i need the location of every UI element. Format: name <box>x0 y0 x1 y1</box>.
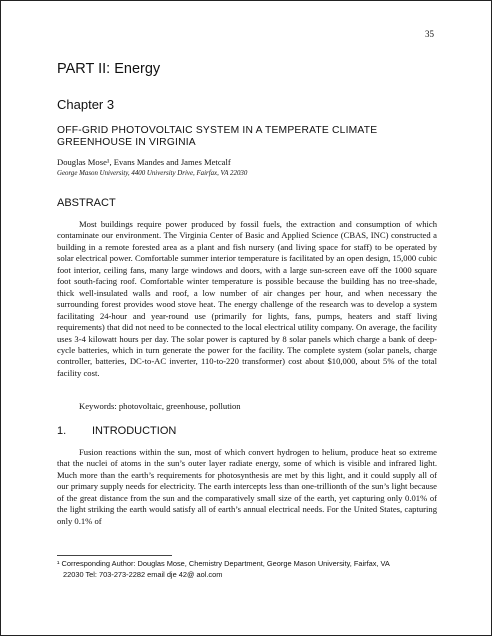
page-number: 35 <box>425 29 434 39</box>
introduction-heading <box>57 425 176 437</box>
keywords: Keywords: photovoltaic, greenhouse, pollution <box>79 401 241 411</box>
part-title: PART II: Energy <box>57 61 161 77</box>
paper-title: OFF-GRID PHOTOVOLTAIC SYSTEM IN A TEMPERATE CLIMATE GREENHOUSE IN VIRGINIA <box>57 125 378 148</box>
footnote-divider <box>57 555 172 556</box>
introduction-body: Fusion reactions within the sun, most of which convert hydrogen to helium, produce heat so extreme that the nuclei of atoms in the sun’s outer layer radiate energy, some of which is visible and infrared light. Much more than the earth’s requirements for photosynthesis are met by this light, and it could supply all of our primary supply needs for electricity. The earth intercepts less than one-trillionth of the sun’s light because of the great distance from the sun and the comparatively small size of the earth, yet capturing only 0.01% of the light striking the earth would satisfy all of earth’s annual electrical needs. For the United States, capturing only 0.1% of <box>57 447 437 526</box>
chapter-title: Chapter 3 <box>57 97 115 112</box>
footnote-line-1: ¹ Corresponding Author: Douglas Mose, Chemistry Department, George Mason University, Fairfax, VA <box>57 559 390 568</box>
author-list: Douglas Mose¹, Evans Mandes and James Metcalf <box>57 157 231 167</box>
section-title: INTRODUCTION <box>92 425 177 437</box>
abstract-heading: ABSTRACT <box>57 197 116 209</box>
footnote-line-2: 22030 Tel: 703-273-2282 email dje 42@ aol.com <box>63 569 223 579</box>
abstract-body: Most buildings require power produced by fossil fuels, the extraction and consumption of which contaminate our environment. The Virginia Center of Basic and Applied Science (CBAS, INC) constructed a building in a remote forested area as a plant and fish nursery (and living space for staff) to be operated by solar electrical power. Comfortable summer interior temperature is facilitated by an open design, 15,000 cubic foot interior, ceiling fans, many large windows and doors, with a large sun-screen eave off the 1000 square foot south-facing roof. Comfortable winter temperature is possible because the building has no tree-shade, thick well-insulated walls and roof, a low number of air changes per hour, and when necessary the surrounding forest provides wood stove heat. The energy challenge of the research was to develop a system facilitating 24-hour and year-round use (primarily for lights, fans, pumps, heaters and staff living requirements) that did not need to be connected to the local electrical utility company. On average, the facility uses 3-4 kilowatt hours per day. The solar power is captured by 8 solar panels which charge a bank of deep-cycle batteries, which in turn generate the power for the facility. The complete system (solar panels, charge controller, batteries, DC-to-AC inverter, 110-to-220 transformer) cost about $10,000, about 5% of the total facility cost. <box>57 219 437 378</box>
footnote <box>57 559 437 580</box>
section-number: 1. <box>57 425 67 437</box>
author-affiliation: George Mason University, 4400 University Drive, Fairfax, VA 22030 <box>57 170 248 177</box>
